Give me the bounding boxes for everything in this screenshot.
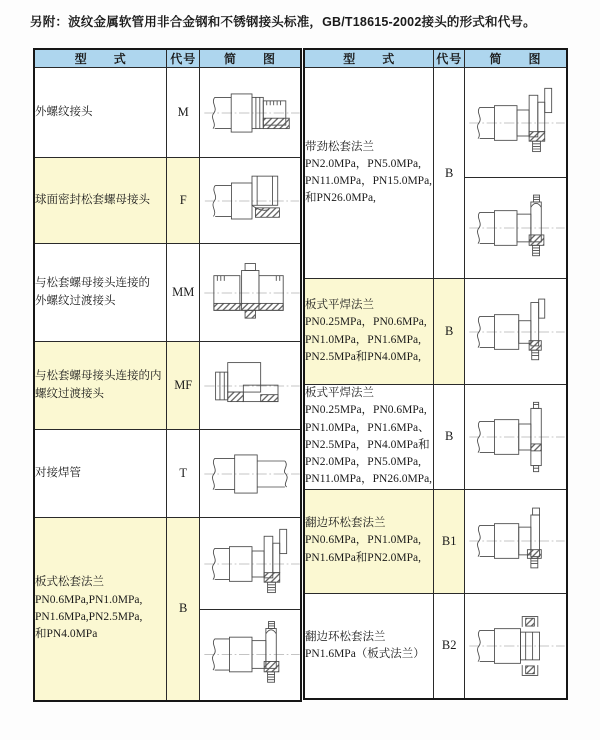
type-cell [304, 385, 434, 490]
sphere-seal-nut-fitting-icon [200, 165, 301, 237]
type-line: 带劲松套法兰 [305, 140, 374, 153]
diagram-cell [464, 68, 567, 178]
type-cell [34, 158, 167, 244]
diagram-cell [199, 158, 301, 244]
diagram-cell [199, 68, 301, 158]
diagram-cell [464, 385, 567, 490]
table-row [304, 68, 567, 178]
type-cell [34, 244, 167, 342]
type-cell [304, 489, 434, 593]
diagram-cell [464, 489, 567, 593]
type-line: PN2.0MPa，PN5.0MPa, [305, 456, 421, 468]
type-line: PN0.6MPa，PN1.0MPa, [305, 534, 421, 547]
plate-loose-flange-top-bolt-icon [465, 84, 567, 162]
type-line: PN2.5MPa，PN4.0MPa和 [305, 438, 430, 451]
diagram-cell [199, 518, 301, 610]
type-line: 对接焊管 [35, 466, 81, 479]
type-line: 翻边环松套法兰 [305, 517, 386, 530]
type-line: PN1.0MPa，PN1.6MPa、 [305, 421, 430, 434]
table-row [304, 279, 567, 385]
type-line: 板式平焊法兰 [305, 299, 374, 311]
diagram-cell [464, 178, 567, 279]
table-row [34, 158, 301, 244]
type-cell [34, 430, 167, 518]
left-fitting-table [33, 48, 302, 702]
page-title: 另附：波纹金属软管用非合金钢和不锈钢接头标准，GB/T18615-2002接头的形式和代号。 [30, 15, 536, 29]
diagram-cell [199, 610, 301, 701]
header-type: 型 式 [34, 49, 167, 68]
type-cell [34, 342, 167, 430]
type-line: 外螺纹接头 [35, 105, 93, 118]
type-cell [304, 68, 434, 279]
type-line: 和PN4.0MPa [35, 628, 98, 640]
code-cell: B2 [434, 593, 464, 699]
type-line: PN11.0MPa，PN26.0MPa, [305, 473, 433, 486]
type-line: PN1.6MPa和PN2.0MPa, [305, 551, 421, 564]
code-cell: MF [167, 342, 199, 430]
table-row [304, 593, 567, 699]
code-cell: MM [167, 244, 199, 342]
table-row [304, 489, 567, 593]
type-line: 板式平焊法兰 [305, 387, 374, 399]
header-code: 代号 [167, 49, 199, 68]
type-line: 和PN26.0MPa, [305, 192, 376, 205]
type-line: 与松套螺母接头连接的内 [35, 370, 162, 383]
type-line: 与松套螺母接头连接的 [35, 277, 150, 290]
code-cell: F [167, 158, 199, 244]
header-code: 代号 [434, 49, 464, 68]
flanged-ring-plate-flange-icon [465, 607, 567, 685]
table-row [34, 342, 301, 430]
diagram-cell [464, 593, 567, 699]
plate-weld-flange-icon [465, 293, 567, 371]
type-line: 球面密封松套螺母接头 [35, 193, 150, 206]
type-line: PN1.0MPa，PN1.6MPa, [305, 333, 421, 346]
type-line: PN1.6MPa（板式法兰） [305, 647, 425, 660]
diagram-cell [464, 279, 567, 385]
plate-loose-flange-top-bolt-icon [200, 525, 301, 603]
plate-loose-flange-bottom-bolt-icon [200, 616, 301, 693]
type-line: PN11.0MPa，PN15.0MPa, [305, 175, 433, 187]
table-row [34, 430, 301, 518]
type-cell [34, 518, 167, 701]
code-cell: T [167, 430, 199, 518]
header-diagram: 简 图 [464, 49, 567, 68]
type-line: 翻边环松套法兰 [305, 630, 386, 643]
plate-loose-flange-bottom-bolt-icon [465, 189, 567, 267]
type-line: 螺纹过渡接头 [35, 387, 104, 400]
table-row [34, 68, 301, 158]
code-cell: B1 [434, 489, 464, 593]
type-cell [34, 68, 167, 158]
code-cell: M [167, 68, 199, 158]
male-thread-fitting-icon [200, 75, 301, 151]
code-cell: B [434, 279, 464, 385]
type-line: 板式松套法兰 [35, 576, 104, 589]
header-row [304, 49, 567, 68]
header-row [34, 49, 301, 68]
type-line: PN0.25MPa，PN0.6MPa, [305, 404, 427, 417]
code-cell: B [167, 518, 199, 701]
type-line: 外螺纹过渡接头 [35, 294, 116, 307]
type-cell [304, 279, 434, 385]
diagram-cell [199, 244, 301, 342]
butt-weld-pipe-icon [200, 437, 301, 511]
female-transition-fitting-icon [200, 349, 301, 423]
male-transition-fitting-icon [200, 254, 301, 332]
flanged-ring-loose-flange-icon [465, 502, 567, 580]
right-fitting-table [303, 48, 568, 700]
diagram-cell [199, 430, 301, 518]
table-row [304, 385, 567, 490]
header-type: 型 式 [304, 49, 434, 68]
type-line: PN0.25MPa，PN0.6MPa, [305, 316, 427, 329]
diagram-cell [199, 342, 301, 430]
type-line: PN1.6MPa,PN2.5MPa, [35, 610, 143, 623]
plate-weld-flange-double-icon [465, 398, 567, 476]
type-cell [304, 593, 434, 699]
type-line: PN2.0MPa，PN5.0MPa, [305, 157, 421, 170]
header-diagram: 简 图 [199, 49, 301, 68]
type-line: PN2.5MPa和PN4.0MPa, [305, 350, 421, 363]
code-cell: B [434, 385, 464, 490]
code-cell: B [434, 68, 464, 279]
type-line: PN0.6MPa,PN1.0MPa, [35, 593, 143, 606]
table-row [34, 244, 301, 342]
table-row [34, 518, 301, 610]
